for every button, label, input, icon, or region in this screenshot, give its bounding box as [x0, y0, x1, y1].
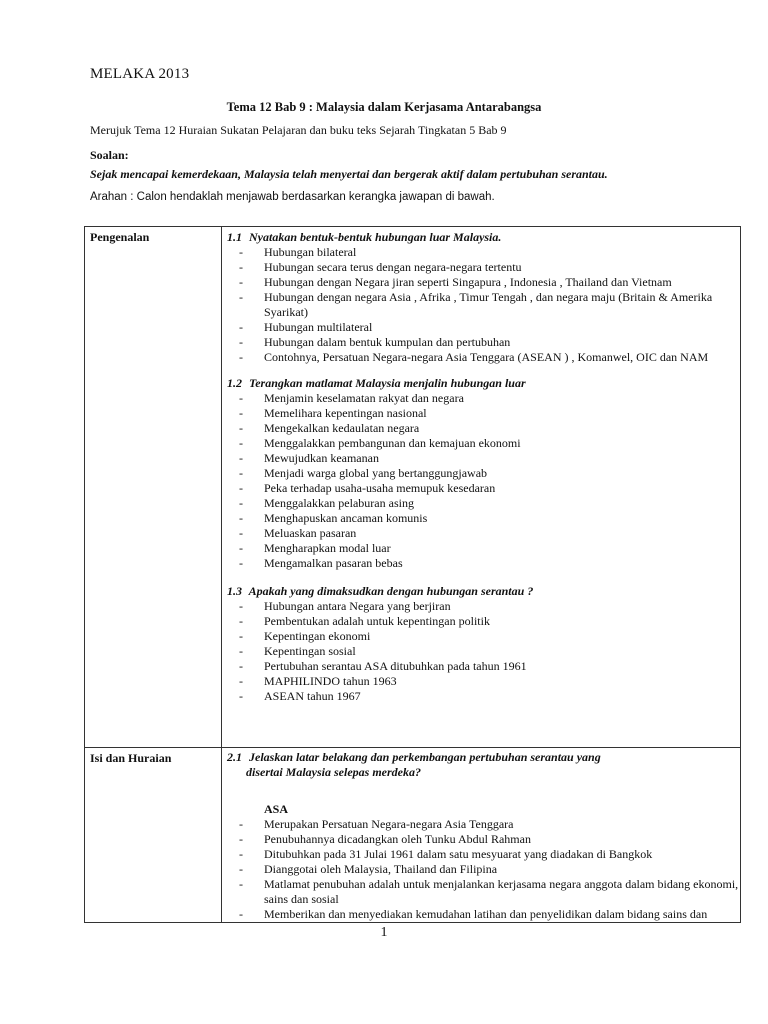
list-item: - Menggalakkan pelaburan asing — [227, 496, 740, 511]
section-number: 1.3 — [227, 584, 242, 598]
table-row — [85, 748, 741, 923]
list-item: - Kepentingan ekonomi — [227, 629, 740, 644]
row-label-cell — [85, 748, 222, 923]
list-item: - Penubuhannya dicadangkan oleh Tunku Abdul Rahman — [227, 832, 740, 847]
row-content-cell — [222, 748, 741, 923]
list-item: - Hubungan antara Negara yang berjiran — [227, 599, 740, 614]
list-item: - Menggalakkan pembangunan dan kemajuan ekonomi — [227, 436, 740, 451]
list-item: - Hubungan bilateral — [227, 245, 740, 260]
list-item: - Menjadi warga global yang bertanggungjawab — [227, 466, 740, 481]
bullet-list-1-1 — [227, 245, 740, 365]
bullet-list-1-2 — [227, 391, 740, 571]
list-item: - Meluaskan pasaran — [227, 526, 740, 541]
list-item: - Memelihara kepentingan nasional — [227, 406, 740, 421]
row-label-pengenalan: Pengenalan — [90, 230, 150, 244]
list-item: - Mewujudkan keamanan — [227, 451, 740, 466]
list-item: - Menjamin keselamatan rakyat dan negara — [227, 391, 740, 406]
list-item: - Matlamat penubuhan adalah untuk menjalankan kerjasama negara anggota dalam bidang ekonomi, sains dan sosial — [227, 877, 740, 907]
section-question-1-1 — [227, 230, 740, 245]
list-item: - Hubungan dalam bentuk kumpulan dan pertubuhan — [227, 335, 740, 350]
section-question-1-3 — [227, 584, 740, 599]
section-question-text: Apakah yang dimaksudkan dengan hubungan serantau ? — [248, 584, 534, 598]
answer-framework-table — [84, 226, 741, 923]
bullet-list-2-1 — [227, 817, 740, 922]
section-question-text: Jelaskan latar belakang dan perkembangan pertubuhan serantau yang — [249, 750, 601, 764]
row-label-isi-dan-huraian: Isi dan Huraian — [90, 751, 172, 765]
bullet-list-1-3 — [227, 599, 740, 704]
section-question-1-2 — [227, 376, 740, 391]
document-title: Tema 12 Bab 9 : Malaysia dalam Kerjasama Antarabangsa — [226, 100, 542, 114]
list-item: - Mengamalkan pasaran bebas — [227, 556, 740, 571]
document-place-year: MELAKA 2013 — [90, 66, 190, 82]
list-item: - Mengharapkan modal luar — [227, 541, 740, 556]
list-item: - Contohnya, Persatuan Negara-negara Asia Tenggara (ASEAN ) , Komanwel, OIC dan NAM — [227, 350, 740, 365]
section-number: 1.2 — [227, 376, 242, 390]
list-item: - ASEAN tahun 1967 — [227, 689, 740, 704]
instruction-text: Arahan : Calon hendaklah menjawab berdasarkan kerangka jawapan di bawah. — [90, 191, 495, 203]
list-item: - Hubungan dengan negara Asia , Afrika , Timur Tengah , dan negara maju (Britain & Amerika Syarikat) — [227, 290, 740, 320]
list-item: - Kepentingan sosial — [227, 644, 740, 659]
list-item: - Ditubuhkan pada 31 Julai 1961 dalam satu mesyuarat yang diadakan di Bangkok — [227, 847, 740, 862]
list-item: - Hubungan dengan Negara jiran seperti Singapura , Indonesia , Thailand dan Vietnam — [227, 275, 740, 290]
section-question-text: Nyatakan bentuk-bentuk hubungan luar Malaysia. — [249, 230, 502, 244]
list-item: - Merupakan Persatuan Negara-negara Asia Tenggara — [227, 817, 740, 832]
list-item: - Peka terhadap usaha-usaha memupuk kesedaran — [227, 481, 740, 496]
section-question-2-1 — [227, 750, 740, 765]
table-row — [85, 227, 741, 748]
list-item: - Menghapuskan ancaman komunis — [227, 511, 740, 526]
section-number: 1.1 — [227, 230, 242, 244]
list-item: - Pertubuhan serantau ASA ditubuhkan pada tahun 1961 — [227, 659, 740, 674]
list-item: - Hubungan multilateral — [227, 320, 740, 335]
question-text: Sejak mencapai kemerdekaan, Malaysia telah menyertai dan bergerak aktif dalam pertubuhan serantau. — [90, 167, 608, 181]
soalan-label: Soalan: — [90, 148, 129, 162]
list-item: - Hubungan secara terus dengan negara-negara tertentu — [227, 260, 740, 275]
list-item: - Pembentukan adalah untuk kepentingan politik — [227, 614, 740, 629]
reference-line: Merujuk Tema 12 Huraian Sukatan Pelajaran dan buku teks Sejarah Tingkatan 5 Bab 9 — [90, 123, 507, 137]
row-label-cell — [85, 227, 222, 748]
list-item: - Dianggotai oleh Malaysia, Thailand dan Filipina — [227, 862, 740, 877]
section-question-text: Terangkan matlamat Malaysia menjalin hubungan luar — [249, 376, 526, 390]
row-content-cell — [222, 227, 741, 748]
subheading-asa: ASA — [264, 802, 289, 816]
page-number: 1 — [380, 925, 388, 940]
list-item: - Memberikan dan menyediakan kemudahan latihan dan penyelidikan dalam bidang sains dan — [227, 907, 740, 922]
section-number: 2.1 — [227, 750, 242, 764]
section-question-2-1-continued: disertai Malaysia selepas merdeka? — [246, 765, 421, 779]
list-item: - MAPHILINDO tahun 1963 — [227, 674, 740, 689]
list-item: - Mengekalkan kedaulatan negara — [227, 421, 740, 436]
